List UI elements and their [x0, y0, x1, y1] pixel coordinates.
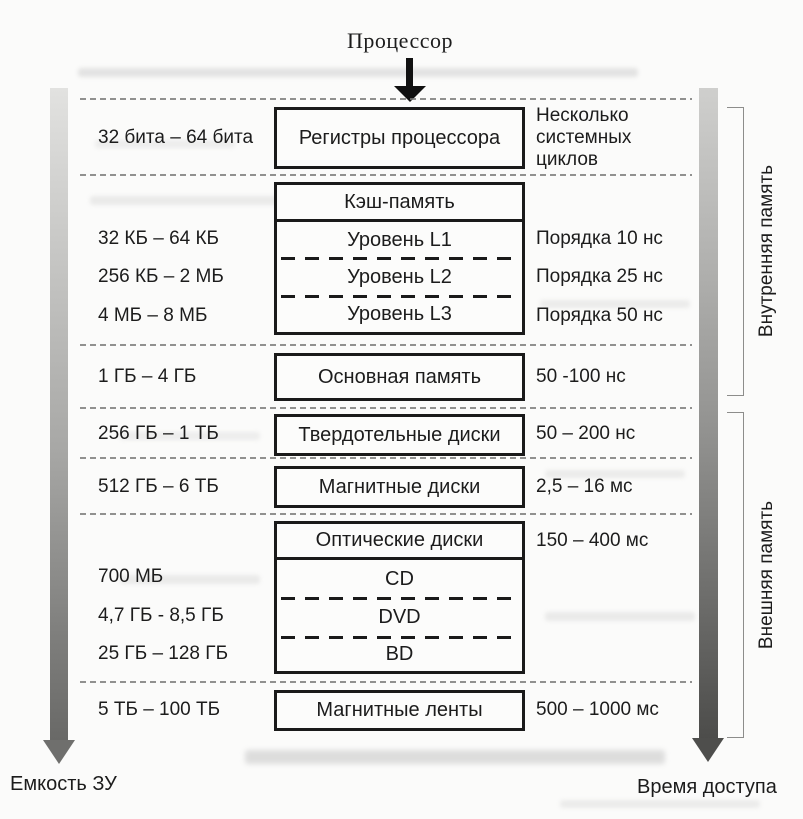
- internal-memory-label: Внутренняя память: [756, 164, 777, 338]
- capacity-label-hdd: 512 ГБ – 6 ТБ: [98, 476, 219, 497]
- time-label-registers: Несколько системных циклов: [536, 105, 632, 170]
- optical-dashed-divider: [281, 636, 518, 639]
- time-axis-arrowhead-icon: [692, 738, 724, 762]
- memory-box-tape-text: Магнитные ленты: [316, 699, 483, 721]
- processor-label: Процессор: [346, 28, 453, 53]
- memory-box-optical: [274, 521, 525, 674]
- scan-smudge: [78, 68, 638, 77]
- cache-level-l2: [277, 258, 522, 296]
- cache-dashed-divider: [281, 295, 518, 298]
- scan-smudge: [545, 612, 695, 621]
- optical-level-bd-text: BD: [385, 642, 414, 665]
- capacity-label-bd: 25 ГБ – 128 ГБ: [98, 643, 229, 664]
- optical-level-cd: [277, 560, 522, 598]
- row-separator: [80, 344, 692, 346]
- memory-box-ssd-text: Твердотельные диски: [298, 423, 501, 446]
- time-label-cache-l2: Порядка 25 нс: [536, 266, 663, 287]
- row-separator: [80, 174, 692, 176]
- time-label-ssd: 50 – 200 нс: [536, 423, 636, 444]
- time-label-tape: 500 – 1000 мс: [536, 699, 659, 720]
- capacity-axis-arrowhead-icon: [43, 740, 75, 764]
- processor-down-arrow-icon: [406, 58, 413, 87]
- memory-box-registers-text: Регистры процессора: [298, 126, 501, 149]
- cache-level-l1-text: Уровень L1: [347, 228, 452, 251]
- row-separator: [80, 407, 692, 409]
- capacity-label-main-memory: 1 ГБ – 4 ГБ: [98, 366, 197, 387]
- optical-level-dvd-text: DVD: [378, 606, 421, 628]
- optical-level-cd-text: CD: [385, 567, 414, 590]
- memory-box-cache: [274, 182, 525, 335]
- time-label-cache-l3: Порядка 50 нс: [536, 305, 663, 326]
- row-separator: [80, 681, 692, 683]
- memory-box-hdd-text: Магнитные диски: [318, 475, 481, 498]
- capacity-label-cache-l3: 4 МБ – 8 МБ: [98, 305, 208, 326]
- scan-smudge: [560, 800, 760, 808]
- memory-box-hdd: [274, 466, 525, 508]
- row-separator: [80, 513, 692, 515]
- row-separator: [80, 457, 692, 459]
- capacity-label-cd: 700 МБ: [98, 566, 164, 587]
- time-axis-arrow-icon: [699, 88, 718, 740]
- capacity-axis-arrow-icon: [50, 88, 68, 740]
- capacity-label-cache-l1: 32 КБ – 64 КБ: [98, 228, 220, 249]
- cache-level-l3: [277, 296, 522, 332]
- cache-header: Кэш-память: [277, 185, 522, 222]
- cache-level-l3-text: Уровень L3: [347, 302, 452, 325]
- memory-box-registers: [274, 107, 525, 169]
- capacity-label-ssd: 256 ГБ – 1 ТБ: [98, 423, 219, 444]
- memory-box-main-memory-text: Основная память: [317, 365, 482, 388]
- time-label-optical: 150 – 400 мс: [536, 530, 649, 551]
- time-label-hdd: 2,5 – 16 мс: [536, 476, 633, 497]
- capacity-label-registers: 32 бита – 64 бита: [98, 127, 254, 148]
- cache-level-l1: [277, 222, 522, 258]
- external-memory-label: Внешняя память: [756, 500, 777, 650]
- memory-box-main-memory: [274, 353, 525, 401]
- optical-level-bd: [277, 637, 522, 671]
- capacity-label-cache-l2: 256 КБ – 2 МБ: [98, 266, 224, 287]
- capacity-axis-label: Емкость ЗУ: [10, 773, 117, 795]
- capacity-label-tape: 5 ТБ – 100 ТБ: [98, 699, 221, 720]
- row-separator: [80, 98, 692, 100]
- internal-memory-bracket: [727, 107, 744, 396]
- memory-box-ssd: [274, 414, 525, 456]
- time-label-cache-l1: Порядка 10 нс: [536, 228, 663, 249]
- cache-level-l2-text: Уровень L2: [347, 265, 452, 288]
- optical-level-dvd: [277, 598, 522, 637]
- scan-smudge: [245, 750, 665, 764]
- memory-box-tape: [274, 690, 525, 731]
- optical-header: Оптические диски: [277, 524, 522, 560]
- time-label-main-memory: 50 -100 нс: [536, 366, 626, 387]
- capacity-label-dvd: 4,7 ГБ - 8,5 ГБ: [98, 605, 224, 626]
- time-axis-label: Время доступа: [637, 776, 777, 798]
- external-memory-bracket: [727, 412, 744, 738]
